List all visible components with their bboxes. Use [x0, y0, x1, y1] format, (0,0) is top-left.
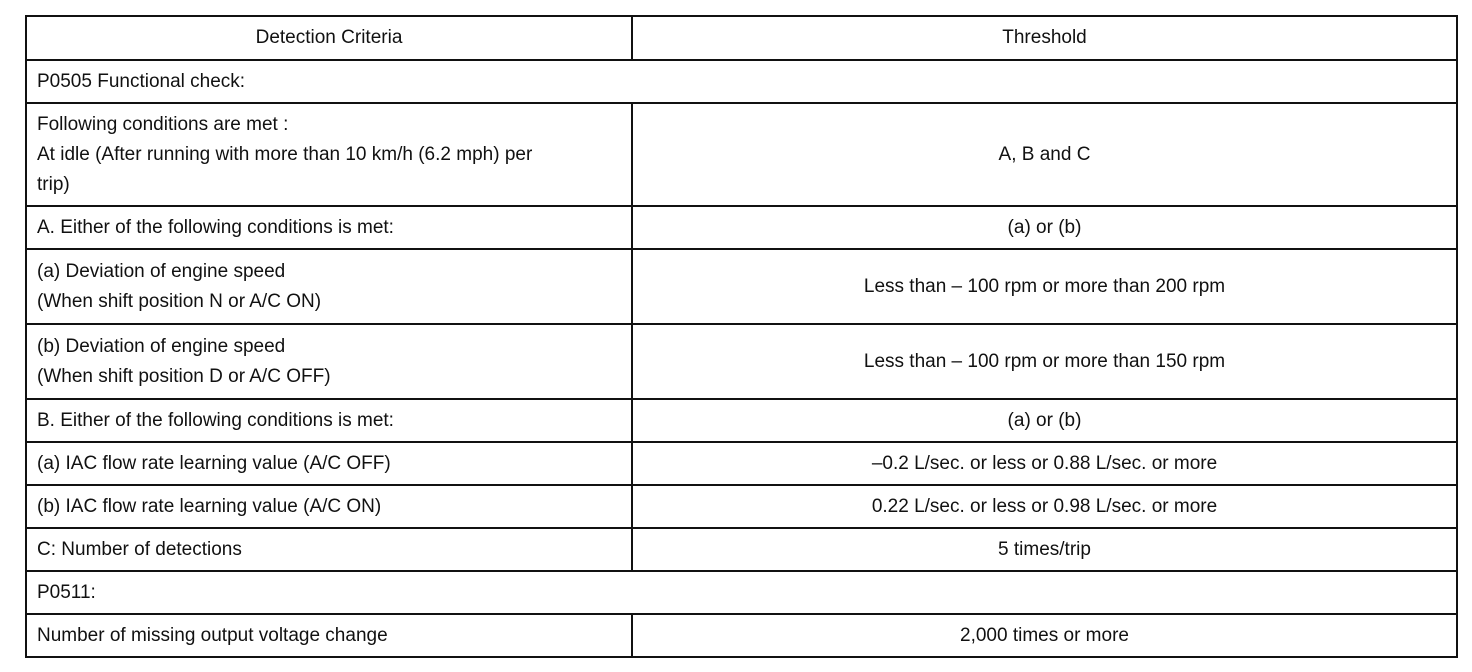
threshold-cell: 2,000 times or more [632, 614, 1457, 657]
table-row [26, 399, 1457, 442]
criteria-line: (a) Deviation of engine speed [37, 260, 286, 282]
table-row [26, 103, 1457, 206]
section-title: P0511: [26, 571, 1457, 614]
criteria-cell [26, 614, 632, 657]
table-row [26, 324, 1457, 399]
criteria-line: (a) IAC flow rate learning value (A/C OFF) [37, 452, 391, 474]
threshold-cell: A, B and C [632, 103, 1457, 206]
threshold-cell: 0.22 L/sec. or less or 0.98 L/sec. or more [632, 485, 1457, 528]
threshold-cell: Less than – 100 rpm or more than 200 rpm [632, 249, 1457, 324]
criteria-line: B. Either of the following conditions is met: [37, 409, 394, 431]
criteria-cell [26, 485, 632, 528]
threshold-cell: Less than – 100 rpm or more than 150 rpm [632, 324, 1457, 399]
criteria-line: At idle (After running with more than 10 km/h (6.2 mph) per [37, 143, 533, 165]
detection-criteria-table [25, 15, 1458, 658]
criteria-line: A. Either of the following conditions is met: [37, 216, 394, 238]
header-detection-criteria: Detection Criteria [26, 16, 632, 60]
table-row [26, 614, 1457, 657]
threshold-cell: (a) or (b) [632, 206, 1457, 249]
criteria-line: (b) IAC flow rate learning value (A/C ON) [37, 495, 382, 517]
criteria-cell [26, 324, 632, 399]
criteria-line: (b) Deviation of engine speed [37, 335, 286, 357]
criteria-cell [26, 442, 632, 485]
criteria-cell [26, 528, 632, 571]
threshold-cell: 5 times/trip [632, 528, 1457, 571]
table-row [26, 485, 1457, 528]
criteria-line: (When shift position D or A/C OFF) [37, 365, 331, 387]
criteria-cell [26, 206, 632, 249]
table-header-row [26, 16, 1457, 60]
section-row-p0511 [26, 571, 1457, 614]
table-row [26, 206, 1457, 249]
header-threshold: Threshold [632, 16, 1457, 60]
criteria-cell [26, 399, 632, 442]
criteria-line: C: Number of detections [37, 538, 242, 560]
criteria-line: Following conditions are met : [37, 113, 289, 135]
threshold-cell: –0.2 L/sec. or less or 0.88 L/sec. or more [632, 442, 1457, 485]
criteria-line: Number of missing output voltage change [37, 624, 388, 646]
table-row [26, 249, 1457, 324]
table-row [26, 442, 1457, 485]
criteria-line: trip) [37, 173, 70, 195]
threshold-cell: (a) or (b) [632, 399, 1457, 442]
criteria-cell [26, 249, 632, 324]
section-title: P0505 Functional check: [26, 60, 1457, 103]
criteria-line: (When shift position N or A/C ON) [37, 290, 322, 312]
section-row-p0505 [26, 60, 1457, 103]
criteria-cell [26, 103, 632, 206]
table-row [26, 528, 1457, 571]
